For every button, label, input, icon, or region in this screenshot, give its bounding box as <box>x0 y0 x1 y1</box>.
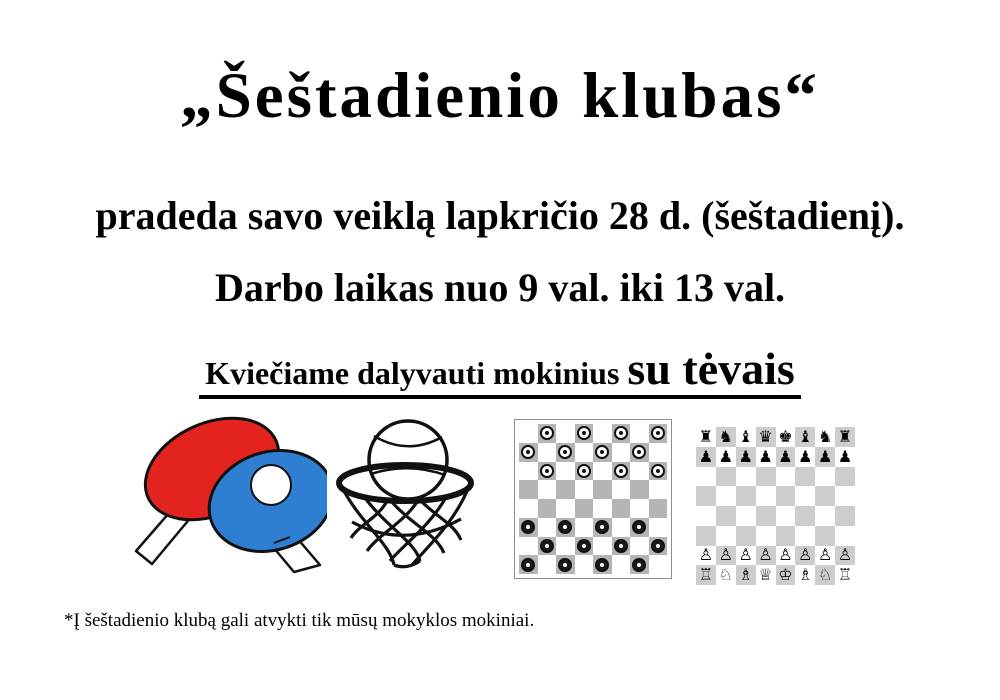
board-square <box>835 427 855 447</box>
club-title: „Šeštadienio klubas“ <box>180 60 820 132</box>
board-square <box>716 546 736 566</box>
black-chess-piece: ♜ <box>837 427 853 446</box>
board-square <box>795 427 815 447</box>
checker-center-dot <box>526 563 530 567</box>
board-square <box>612 480 631 499</box>
board-square <box>696 486 716 506</box>
board-square <box>776 447 796 467</box>
board-square <box>649 555 668 574</box>
board-square <box>556 499 575 518</box>
black-checker-piece <box>651 539 665 553</box>
board-square <box>538 424 557 443</box>
board-square <box>556 462 575 481</box>
board-square <box>556 480 575 499</box>
white-chess-piece: ♙ <box>798 545 813 565</box>
board-square <box>575 499 594 518</box>
white-checker-piece <box>558 445 572 459</box>
board-square <box>696 526 716 546</box>
checker-center-dot <box>526 525 530 529</box>
checker-center-dot <box>637 450 641 454</box>
checker-center-dot <box>563 525 567 529</box>
checker-center-dot <box>619 544 623 548</box>
board-square <box>538 499 557 518</box>
black-chess-piece: ♚ <box>778 427 793 446</box>
board-square <box>756 467 776 487</box>
board-square <box>519 462 538 481</box>
black-chess-piece: ♟ <box>818 446 833 466</box>
board-square <box>519 499 538 518</box>
black-checker-piece <box>632 520 646 534</box>
board-square <box>815 526 835 546</box>
board-square <box>776 526 796 546</box>
board-square <box>649 424 668 443</box>
basketball-hoop-icon <box>332 412 480 574</box>
board-square <box>776 427 796 447</box>
board-square <box>593 537 612 556</box>
checker-center-dot <box>600 525 604 529</box>
board-square <box>538 555 557 574</box>
checker-center-dot <box>582 431 586 435</box>
board-square <box>556 555 575 574</box>
checker-center-dot <box>545 431 549 435</box>
board-square <box>612 518 631 537</box>
white-chess-piece: ♗ <box>798 565 813 585</box>
basketball-hoop-svg <box>332 412 480 574</box>
black-chess-piece: ♟ <box>698 446 714 466</box>
checker-center-dot <box>637 563 641 567</box>
board-square <box>519 518 538 537</box>
black-chess-piece: ♝ <box>738 427 753 446</box>
white-chess-piece: ♙ <box>758 545 773 565</box>
board-square <box>593 518 612 537</box>
board-square <box>795 447 815 467</box>
black-checker-piece <box>521 558 535 572</box>
board-square <box>630 443 649 462</box>
black-checker-piece <box>577 539 591 553</box>
board-square <box>593 499 612 518</box>
black-checker-piece <box>632 558 646 572</box>
board-square <box>649 537 668 556</box>
board-square <box>519 424 538 443</box>
black-chess-piece: ♟ <box>778 446 793 466</box>
board-square <box>716 486 736 506</box>
board-square <box>630 480 649 499</box>
board-square <box>835 447 855 467</box>
board-square <box>815 467 835 487</box>
board-square <box>696 447 716 467</box>
board-square <box>795 506 815 526</box>
board-square <box>736 486 756 506</box>
black-checker-piece <box>540 539 554 553</box>
board-square <box>795 467 815 487</box>
checker-center-dot <box>619 431 623 435</box>
board-square <box>630 518 649 537</box>
board-square <box>716 467 736 487</box>
board-square <box>776 546 796 566</box>
board-square <box>835 506 855 526</box>
board-square <box>736 467 756 487</box>
board-square <box>593 424 612 443</box>
white-checker-piece <box>651 426 665 440</box>
board-square <box>538 443 557 462</box>
board-square <box>649 462 668 481</box>
board-square <box>575 555 594 574</box>
board-square <box>776 506 796 526</box>
board-square <box>756 526 776 546</box>
checker-center-dot <box>582 544 586 548</box>
board-square <box>519 443 538 462</box>
board-square <box>696 565 716 585</box>
checker-center-dot <box>545 469 549 473</box>
board-square <box>630 424 649 443</box>
table-tennis-ball <box>251 465 291 505</box>
board-square <box>649 499 668 518</box>
board-square <box>835 486 855 506</box>
board-square <box>815 427 835 447</box>
board-square <box>649 518 668 537</box>
white-chess-piece: ♙ <box>818 545 833 565</box>
board-square <box>575 518 594 537</box>
black-chess-piece: ♟ <box>798 446 813 466</box>
white-checker-piece <box>577 426 591 440</box>
board-square <box>575 443 594 462</box>
board-square <box>612 499 631 518</box>
white-chess-piece: ♙ <box>718 545 733 565</box>
board-square <box>736 546 756 566</box>
board-square <box>795 546 815 566</box>
board-square <box>630 462 649 481</box>
working-hours-line: Darbo laikas nuo 9 val. iki 13 val. <box>214 265 786 310</box>
white-chess-piece: ♖ <box>837 565 853 585</box>
white-chess-piece: ♙ <box>778 545 793 565</box>
board-square <box>835 526 855 546</box>
white-chess-piece: ♙ <box>837 545 853 565</box>
black-chess-piece: ♟ <box>718 446 733 466</box>
white-chess-piece: ♙ <box>698 545 714 565</box>
white-chess-piece: ♖ <box>698 565 714 585</box>
board-square <box>756 447 776 467</box>
basketball <box>369 421 447 499</box>
white-checker-piece <box>614 426 628 440</box>
board-square <box>612 537 631 556</box>
board-square <box>696 506 716 526</box>
white-checker-piece <box>540 464 554 478</box>
invitation-line <box>0 343 1000 399</box>
board-square <box>756 486 776 506</box>
board-square <box>815 486 835 506</box>
checker-center-dot <box>582 469 586 473</box>
board-square <box>519 537 538 556</box>
invitation-underline <box>199 343 801 399</box>
board-square <box>593 480 612 499</box>
board-square <box>556 537 575 556</box>
board-square <box>716 565 736 585</box>
board-square <box>716 526 736 546</box>
table-tennis-paddles-svg <box>122 415 327 575</box>
board-square <box>756 427 776 447</box>
invitation-text: Kviečiame dalyvauti mokinius <box>205 355 628 391</box>
board-square <box>612 443 631 462</box>
white-checker-piece <box>595 445 609 459</box>
board-square <box>575 424 594 443</box>
board-square <box>795 565 815 585</box>
board-square <box>575 537 594 556</box>
board-square <box>736 447 756 467</box>
board-square <box>776 486 796 506</box>
board-square <box>736 506 756 526</box>
board-square <box>630 555 649 574</box>
invitation-emphasis: su tėvais <box>627 343 795 394</box>
board-square <box>696 546 716 566</box>
white-checker-piece <box>632 445 646 459</box>
black-checker-piece <box>614 539 628 553</box>
board-square <box>736 427 756 447</box>
black-checker-piece <box>558 520 572 534</box>
black-chess-piece: ♟ <box>837 446 853 466</box>
checker-center-dot <box>656 544 660 548</box>
board-square <box>612 424 631 443</box>
white-chess-piece: ♕ <box>758 565 773 585</box>
checker-center-dot <box>563 563 567 567</box>
board-square <box>538 518 557 537</box>
black-chess-piece: ♟ <box>758 446 773 466</box>
board-square <box>696 427 716 447</box>
white-checker-piece <box>577 464 591 478</box>
board-square <box>575 480 594 499</box>
board-square <box>630 499 649 518</box>
footnote-text: *Į šeštadienio klubą gali atvykti tik mūsų mokyklos mokiniai. <box>64 610 535 631</box>
board-square <box>716 427 736 447</box>
board-square <box>593 443 612 462</box>
white-checker-piece <box>651 464 665 478</box>
white-chess-piece: ♘ <box>818 565 833 585</box>
board-square <box>649 443 668 462</box>
checker-center-dot <box>656 469 660 473</box>
black-chess-piece: ♝ <box>798 427 813 446</box>
black-chess-piece: ♜ <box>698 427 714 446</box>
board-square <box>716 447 736 467</box>
board-square <box>556 518 575 537</box>
checker-center-dot <box>656 431 660 435</box>
table-tennis-paddles-icon <box>122 415 327 575</box>
board-square <box>736 565 756 585</box>
board-square <box>815 506 835 526</box>
board-square <box>756 546 776 566</box>
checker-center-dot <box>637 525 641 529</box>
board-square <box>593 555 612 574</box>
board-square <box>556 443 575 462</box>
checkers-board <box>514 419 672 579</box>
board-square <box>756 506 776 526</box>
board-square <box>835 467 855 487</box>
black-checker-piece <box>595 558 609 572</box>
board-square <box>736 526 756 546</box>
white-checker-piece <box>521 445 535 459</box>
board-square <box>538 462 557 481</box>
board-square <box>815 546 835 566</box>
white-checker-piece <box>614 464 628 478</box>
checker-center-dot <box>600 450 604 454</box>
opening-date-line: pradeda savo veiklą lapkričio 28 d. (šeštadienį). <box>95 193 905 238</box>
board-square <box>630 537 649 556</box>
white-chess-piece: ♘ <box>718 565 733 585</box>
board-square <box>538 537 557 556</box>
white-chess-piece: ♗ <box>738 565 753 585</box>
checker-center-dot <box>600 563 604 567</box>
board-square <box>538 480 557 499</box>
checker-center-dot <box>545 544 549 548</box>
black-checker-piece <box>595 520 609 534</box>
board-square <box>795 526 815 546</box>
white-checker-piece <box>540 426 554 440</box>
checker-center-dot <box>526 450 530 454</box>
board-square <box>556 424 575 443</box>
black-chess-piece: ♞ <box>718 427 733 446</box>
board-square <box>835 546 855 566</box>
white-chess-piece: ♙ <box>738 545 753 565</box>
white-chess-piece: ♔ <box>778 565 793 585</box>
board-square <box>519 555 538 574</box>
board-square <box>612 462 631 481</box>
board-square <box>815 447 835 467</box>
checker-center-dot <box>563 450 567 454</box>
board-square <box>696 467 716 487</box>
black-chess-piece: ♞ <box>818 427 833 446</box>
black-checker-piece <box>558 558 572 572</box>
board-square <box>776 565 796 585</box>
board-square <box>612 555 631 574</box>
board-square <box>756 565 776 585</box>
black-chess-piece: ♛ <box>758 427 773 446</box>
board-square <box>795 486 815 506</box>
black-chess-piece: ♟ <box>738 446 753 466</box>
board-square <box>649 480 668 499</box>
board-square <box>776 467 796 487</box>
board-square <box>835 565 855 585</box>
board-square <box>519 480 538 499</box>
board-square <box>815 565 835 585</box>
board-square <box>716 506 736 526</box>
chess-board <box>696 427 855 585</box>
checker-center-dot <box>619 469 623 473</box>
board-square <box>593 462 612 481</box>
board-square <box>575 462 594 481</box>
black-checker-piece <box>521 520 535 534</box>
